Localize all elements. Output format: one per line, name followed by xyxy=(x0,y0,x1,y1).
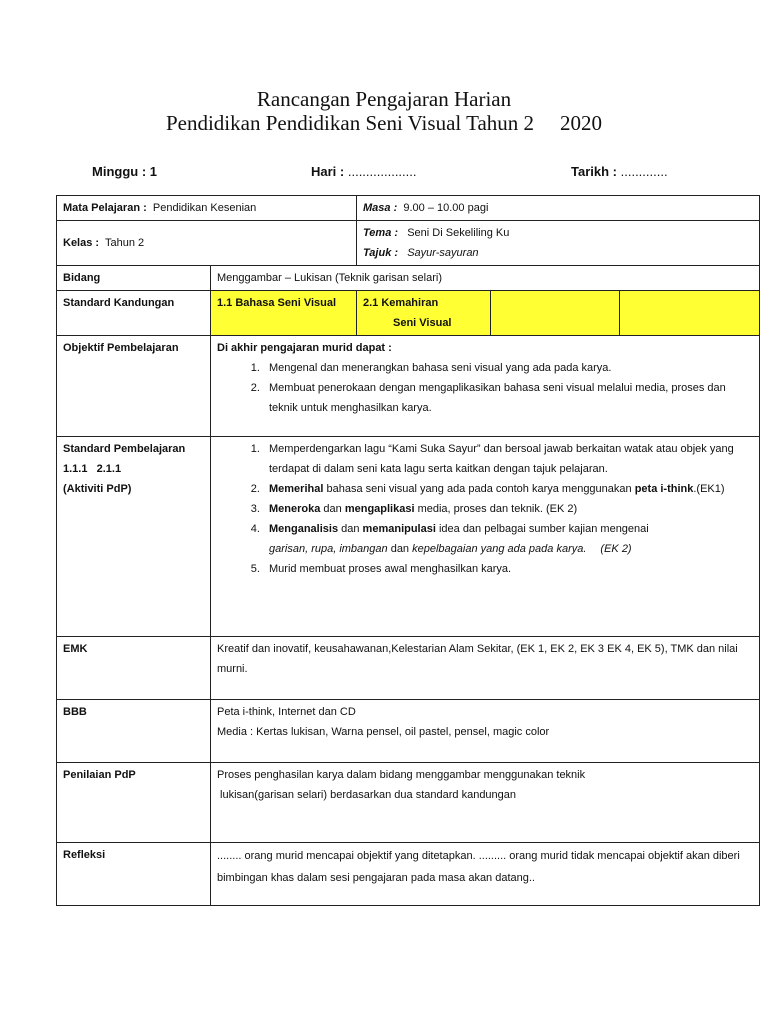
hari-field xyxy=(311,164,416,179)
sk2-line2: Seni Visual xyxy=(393,317,452,329)
bbb-cell xyxy=(211,700,760,763)
row-refleksi xyxy=(57,843,760,906)
objektif-label: Objektif Pembelajaran xyxy=(57,336,211,437)
sk-kemahiran-seni-visual xyxy=(357,291,491,336)
aktiviti-4-mid: dan xyxy=(338,523,363,535)
subtitle-text: Pendidikan Pendidikan Seni Visual Tahun 2 xyxy=(165,111,535,135)
aktiviti-3-bold-2: mengaplikasi xyxy=(344,503,415,515)
masa-cell xyxy=(357,196,760,221)
aktiviti-list xyxy=(217,439,753,579)
tema-line xyxy=(363,223,753,243)
hari-value: ................... xyxy=(347,164,417,179)
document-subtitle xyxy=(0,110,768,136)
sk2-line1: 2.1 Kemahiran xyxy=(363,297,439,309)
lesson-plan-table xyxy=(56,195,760,906)
row-penilaian xyxy=(57,763,760,843)
row-emk xyxy=(57,637,760,700)
tema-label: Tema : xyxy=(363,227,399,239)
objektif-item-1: 1. Mengenal dan menerangkan bahasa seni visual yang ada pada karya. xyxy=(263,358,753,378)
row-objektif xyxy=(57,336,760,437)
standard-pembelajaran-codes: 1.1.1 2.1.1 xyxy=(63,463,122,475)
kelas-label: Kelas : xyxy=(63,237,100,249)
kelas-cell xyxy=(57,221,357,266)
tajuk-label: Tajuk : xyxy=(363,247,399,259)
aktiviti-3-mid: dan xyxy=(320,503,345,515)
hari-label: Hari : xyxy=(311,164,345,179)
tarikh-value: ............. xyxy=(620,164,668,179)
aktiviti-item-5: 5. Murid membuat proses awal menghasilkan karya. xyxy=(263,559,753,579)
row-standard-pembelajaran xyxy=(57,437,760,637)
tarikh-field xyxy=(571,164,668,179)
objektif-list xyxy=(217,358,753,418)
row-bidang xyxy=(57,266,760,291)
tema-tajuk-cell xyxy=(357,221,760,266)
tajuk-value: Sayur-sayuran xyxy=(407,247,479,259)
refleksi-value: ........ orang murid mencapai objektif yang ditetapkan. ......... orang murid tidak mencapai objektif akan diberi bimbingan khas dalam sesi pengajaran pada masa akan datang.. xyxy=(211,843,760,906)
masa-label: Masa : xyxy=(363,202,398,214)
subtitle-year: 2020 xyxy=(560,111,603,135)
bbb-label: BBB xyxy=(57,700,211,763)
objektif-item-2: 2. Membuat penerokaan dengan mengaplikasikan bahasa seni visual melalui media, proses dan teknik untuk menghasilkan karya. xyxy=(263,378,753,418)
aktiviti-4-bold-1: Menganalisis xyxy=(269,523,339,535)
bidang-label: Bidang xyxy=(57,266,211,291)
kelas-value: Tahun 2 xyxy=(105,237,145,249)
penilaian-line-1: Proses penghasilan karya dalam bidang menggambar menggunakan teknik xyxy=(217,769,586,781)
objektif-cell xyxy=(211,336,760,437)
penilaian-cell xyxy=(211,763,760,843)
aktiviti-pdp-label: (Aktiviti PdP) xyxy=(63,483,132,495)
aktiviti-4-line2-d: yang ada pada karya. xyxy=(477,543,587,555)
minggu-field: Minggu : 1 xyxy=(92,164,157,179)
tema-value: Seni Di Sekeliling Ku xyxy=(407,227,510,239)
mata-pelajaran-cell xyxy=(57,196,357,221)
masa-value: 9.00 – 10.00 pagi xyxy=(403,202,489,214)
row-kelas xyxy=(57,221,760,266)
bidang-value: Menggambar – Lukisan (Teknik garisan selari) xyxy=(211,266,760,291)
aktiviti-4-tail: idea dan pelbagai sumber kajian mengenai xyxy=(435,523,649,535)
document-title: Rancangan Pengajaran Harian xyxy=(256,87,512,111)
aktiviti-2-text: bahasa seni visual yang ada pada contoh karya menggunakan xyxy=(323,483,635,495)
standard-kandungan-label: Standard Kandungan xyxy=(57,291,211,336)
row-standard-kandungan xyxy=(57,291,760,336)
tajuk-line xyxy=(363,243,753,263)
bbb-line-1: Peta i-think, Internet dan CD xyxy=(217,706,356,718)
emk-value: Kreatif dan inovatif, keusahawanan,Kelestarian Alam Sekitar, (EK 1, EK 2, EK 3 EK 4, EK 5), TMK dan nilai murni. xyxy=(211,637,760,700)
penilaian-label: Penilaian PdP xyxy=(57,763,211,843)
aktiviti-4-line2-a: garisan, rupa, imbangan xyxy=(269,543,388,555)
emk-label: EMK xyxy=(57,637,211,700)
row-mata-pelajaran xyxy=(57,196,760,221)
sk-empty-cell-1 xyxy=(491,291,620,336)
tarikh-label: Tarikh : xyxy=(571,164,617,179)
standard-pembelajaran-cell xyxy=(211,437,760,637)
aktiviti-item-4 xyxy=(263,519,753,559)
aktiviti-4-line2-b: dan xyxy=(387,543,413,555)
aktiviti-4-line2-c: kepelbagaian xyxy=(412,543,478,555)
aktiviti-item-3 xyxy=(263,499,753,519)
penilaian-line-2: lukisan(garisan selari) berdasarkan dua standard kandungan xyxy=(217,789,517,801)
aktiviti-3-bold-1: Meneroka xyxy=(269,503,321,515)
row-bbb xyxy=(57,700,760,763)
aktiviti-3-tail: media, proses dan teknik. (EK 2) xyxy=(414,503,578,515)
refleksi-label: Refleksi xyxy=(57,843,211,906)
aktiviti-4-bold-2: memanipulasi xyxy=(362,523,436,535)
sk-bahasa-seni-visual: 1.1 Bahasa Seni Visual xyxy=(211,291,357,336)
mata-pelajaran-label: Mata Pelajaran : xyxy=(63,202,147,214)
standard-pembelajaran-label: Standard Pembelajaran xyxy=(63,443,186,455)
aktiviti-2-tail: .(EK1) xyxy=(693,483,725,495)
aktiviti-2-bold-1: Memerihal xyxy=(269,483,324,495)
aktiviti-item-2 xyxy=(263,479,753,499)
mata-pelajaran-value: Pendidikan Kesenian xyxy=(152,202,257,214)
objektif-intro: Di akhir pengajaran murid dapat : xyxy=(217,342,392,354)
sk-empty-cell-2 xyxy=(620,291,760,336)
aktiviti-4-line2-ek: (EK 2) xyxy=(600,543,632,555)
aktiviti-2-bold-2: peta i-think xyxy=(634,483,694,495)
bbb-line-2: Media : Kertas lukisan, Warna pensel, oil pastel, pensel, magic color xyxy=(217,726,550,738)
aktiviti-item-1: 1. Memperdengarkan lagu “Kami Suka Sayur” dan bersoal jawab berkaitan watak atau objek yang terdapat di dalam seni kata lagu serta kaitkan dengan tajuk pelajaran. xyxy=(263,439,753,479)
standard-pembelajaran-label-cell xyxy=(57,437,211,637)
